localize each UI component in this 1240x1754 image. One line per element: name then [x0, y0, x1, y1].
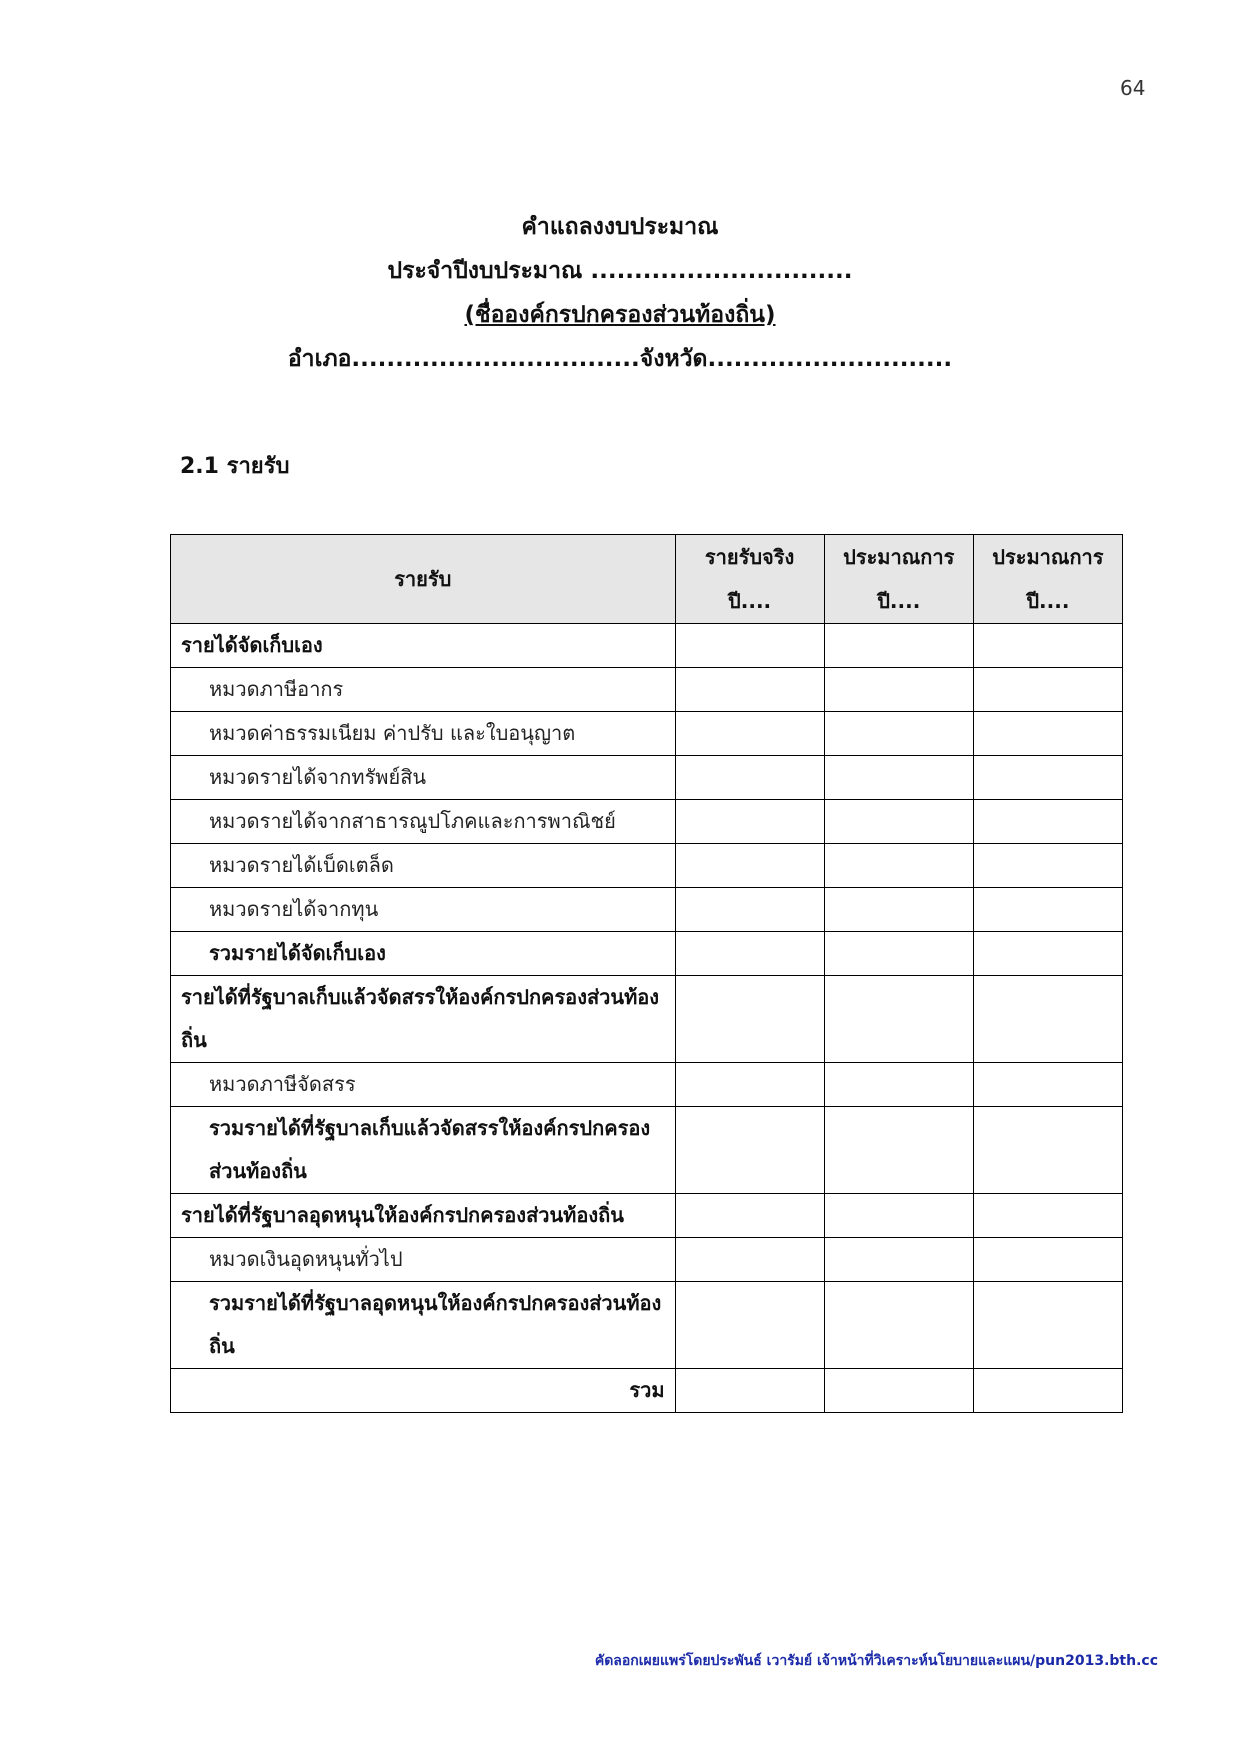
cell-actual — [675, 1194, 824, 1238]
table-row — [171, 1107, 1123, 1194]
header-estimate-1-label: ประมาณการ — [843, 545, 955, 569]
row-label: หมวดรายได้จากทรัพย์สิน — [171, 756, 676, 800]
table-row — [171, 756, 1123, 800]
table-row — [171, 844, 1123, 888]
section-title: 2.1 รายรับ — [180, 454, 290, 479]
cell-actual — [675, 976, 824, 1063]
page-number: 64 — [1120, 76, 1146, 100]
cell-actual — [675, 1238, 824, 1282]
cell-estimate-1 — [824, 1107, 973, 1194]
cell-estimate-1 — [824, 1282, 973, 1369]
cell-estimate-1 — [824, 1194, 973, 1238]
cell-estimate-1 — [824, 800, 973, 844]
cell-actual — [675, 1107, 824, 1194]
cell-estimate-2 — [973, 1238, 1122, 1282]
row-label: หมวดค่าธรรมเนียม ค่าปรับ และใบอนุญาต — [171, 712, 676, 756]
header-estimate-2 — [973, 535, 1122, 624]
cell-estimate-2 — [973, 932, 1122, 976]
cell-actual — [675, 888, 824, 932]
cell-estimate-2 — [973, 888, 1122, 932]
row-label: หมวดภาษีจัดสรร — [171, 1063, 676, 1107]
table-row — [171, 1282, 1123, 1369]
table-row — [171, 1063, 1123, 1107]
cell-estimate-2 — [973, 1194, 1122, 1238]
header-actual-revenue — [675, 535, 824, 624]
cell-actual — [675, 624, 824, 668]
cell-estimate-1 — [824, 1369, 973, 1413]
location-line: อำเภอ.................................จังหวัด............................ — [287, 346, 953, 372]
cell-estimate-1 — [824, 844, 973, 888]
fiscal-year-line: ประจำปีงบประมาณ .............................. — [387, 258, 853, 284]
cell-estimate-2 — [973, 1282, 1122, 1369]
cell-estimate-1 — [824, 668, 973, 712]
table-row — [171, 888, 1123, 932]
cell-estimate-2 — [973, 624, 1122, 668]
row-label: รวม — [171, 1369, 676, 1413]
document-title: คำแถลงงบประมาณ — [521, 214, 719, 240]
cell-actual — [675, 1369, 824, 1413]
table-row — [171, 1194, 1123, 1238]
row-label: รวมรายได้ที่รัฐบาลเก็บแล้วจัดสรรให้องค์กรปกครองส่วนท้องถิ่น — [171, 1107, 676, 1194]
row-label: รายได้จัดเก็บเอง — [171, 624, 676, 668]
cell-estimate-2 — [973, 1063, 1122, 1107]
cell-estimate-2 — [973, 844, 1122, 888]
table-row — [171, 1238, 1123, 1282]
cell-actual — [675, 1282, 824, 1369]
cell-estimate-1 — [824, 624, 973, 668]
cell-estimate-2 — [973, 1369, 1122, 1413]
footer-credit: คัดลอกเผยแพร่โดยประพันธ์ เวารัมย์ เจ้าหน้าที่วิเคราะห์นโยบายและแผน/pun2013.bth.cc — [594, 1653, 1158, 1669]
row-label: หมวดเงินอุดหนุนทั่วไป — [171, 1238, 676, 1282]
table-row — [171, 624, 1123, 668]
revenue-table — [170, 534, 1123, 1413]
row-label: รวมรายได้ที่รัฐบาลอุดหนุนให้องค์กรปกครองส่วนท้องถิ่น — [171, 1282, 676, 1369]
cell-actual — [675, 756, 824, 800]
cell-estimate-2 — [973, 668, 1122, 712]
row-label: หมวดรายได้จากทุน — [171, 888, 676, 932]
table-row — [171, 800, 1123, 844]
cell-estimate-1 — [824, 976, 973, 1063]
header-revenue: รายรับ — [171, 535, 676, 624]
cell-estimate-1 — [824, 712, 973, 756]
table-row — [171, 932, 1123, 976]
table-row — [171, 976, 1123, 1063]
row-label: รายได้ที่รัฐบาลเก็บแล้วจัดสรรให้องค์กรปกครองส่วนท้องถิ่น — [171, 976, 676, 1063]
cell-estimate-1 — [824, 1063, 973, 1107]
cell-estimate-1 — [824, 756, 973, 800]
cell-estimate-2 — [973, 1107, 1122, 1194]
header-actual-year: ปี.... — [728, 589, 772, 613]
table-row — [171, 1369, 1123, 1413]
table-row — [171, 668, 1123, 712]
cell-estimate-2 — [973, 756, 1122, 800]
cell-actual — [675, 712, 824, 756]
header-estimate-2-label: ประมาณการ — [992, 545, 1104, 569]
cell-estimate-1 — [824, 1238, 973, 1282]
row-label: หมวดรายได้จากสาธารณูปโภคและการพาณิชย์ — [171, 800, 676, 844]
cell-actual — [675, 932, 824, 976]
cell-actual — [675, 844, 824, 888]
table-header-row — [171, 535, 1123, 624]
cell-estimate-2 — [973, 976, 1122, 1063]
cell-estimate-2 — [973, 800, 1122, 844]
cell-estimate-1 — [824, 888, 973, 932]
row-label: รายได้ที่รัฐบาลอุดหนุนให้องค์กรปกครองส่วนท้องถิ่น — [171, 1194, 676, 1238]
table-row — [171, 712, 1123, 756]
organization-name: (ชื่อองค์กรปกครองส่วนท้องถิ่น) — [464, 302, 776, 328]
header-estimate-1 — [824, 535, 973, 624]
row-label: หมวดรายได้เบ็ดเตล็ด — [171, 844, 676, 888]
header-actual-label: รายรับจริง — [704, 545, 795, 569]
cell-actual — [675, 1063, 824, 1107]
header-estimate-1-year: ปี.... — [877, 589, 921, 613]
row-label: หมวดภาษีอากร — [171, 668, 676, 712]
cell-estimate-1 — [824, 932, 973, 976]
row-label: รวมรายได้จัดเก็บเอง — [171, 932, 676, 976]
header-estimate-2-year: ปี.... — [1026, 589, 1070, 613]
cell-estimate-2 — [973, 712, 1122, 756]
cell-actual — [675, 800, 824, 844]
cell-actual — [675, 668, 824, 712]
document-heading — [0, 205, 1240, 381]
